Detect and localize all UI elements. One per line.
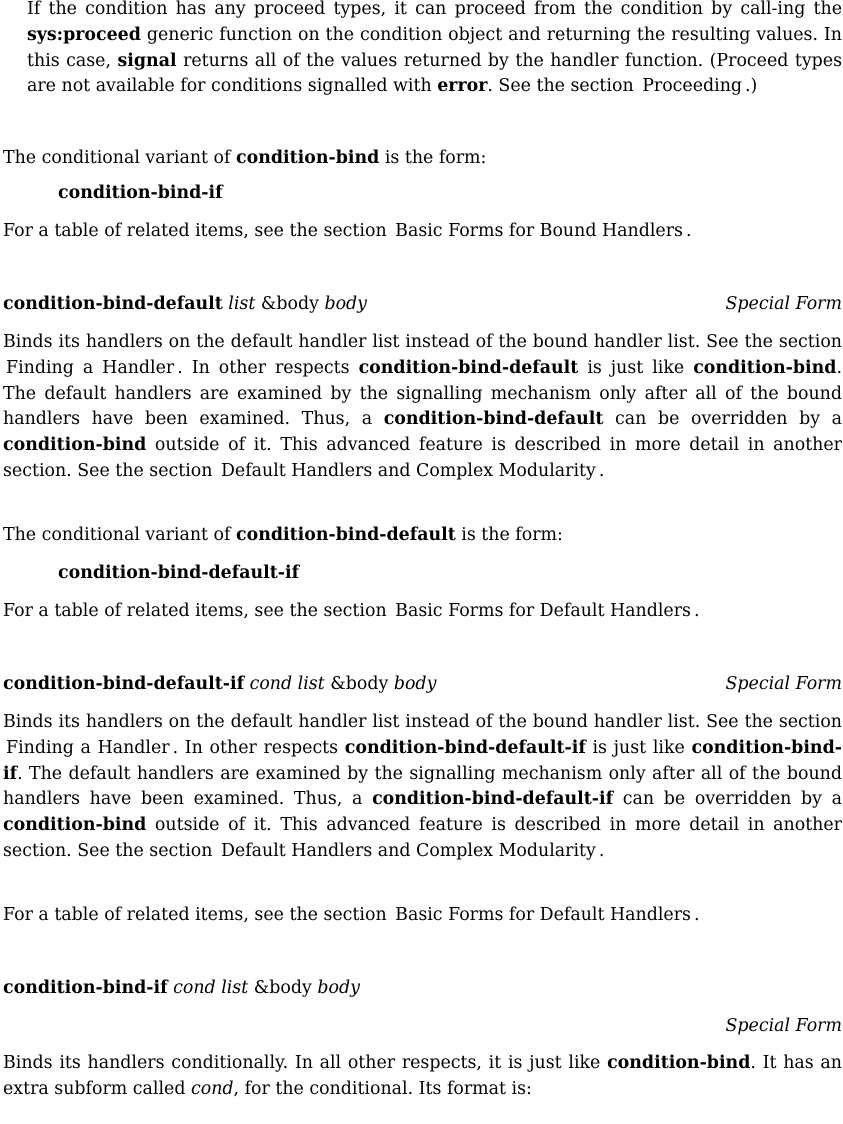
cb-variant-text: The conditional variant of condition-bind is the form: <box>3 148 487 168</box>
keyword-error: error <box>437 76 488 97</box>
proceed-paragraph: If the condition has any proceed types, it can proceed from the condition by call-ing the sys:proceed generic function on the condition object and returning the resulting values. In this case, signal returns all of the values returned by the handler function. (Proceed types are not available for conditions signalled with error. See the section Proceeding .) <box>27 0 843 97</box>
def-default-if-desc: Binds its handlers on the default handler list instead of the bound handler list. See the section Finding a Handler . In other respects condition-bind-default-if is just like condition-bind-if. The default handlers are examined by the signalling mechanism only after all of the bound handlers have been examined. Thus, a condition-bind-default-if can be overridden by a condition-bind outside of it. This advanced feature is described in more detail in another section. See the section Default Handlers and Complex Modularity . <box>3 712 843 861</box>
def-header-condition-bind-if: condition-bind-if cond list &body body <box>3 978 360 998</box>
cb-related-text: For a table of related items, see the section Basic Forms for Bound Handlers . <box>3 221 692 241</box>
def-default-variant-form: condition-bind-default-if <box>58 563 300 583</box>
link-finding-handler[interactable]: Finding a Handler <box>6 737 170 758</box>
def-kind: Special Form <box>725 294 842 314</box>
def-kind: Special Form <box>725 674 842 694</box>
def-kind: Special Form <box>725 1016 842 1036</box>
def-default-if-related: For a table of related items, see the section Basic Forms for Default Handlers . <box>3 905 700 925</box>
link-basic-forms-default[interactable]: Basic Forms for Default Handlers <box>395 601 691 621</box>
link-default-handlers[interactable]: Default Handlers and Complex Modularity <box>220 460 596 481</box>
def-default-variant-text: The conditional variant of condition-bind-default is the form: <box>3 525 563 545</box>
def-default-desc: Binds its handlers on the default handler list instead of the bound handler list. See the section Finding a Handler . In other respects condition-bind-default is just like condition-bind. The default handlers are examined by the signalling mechanism only after all of the bound handlers have been examined. Thus, a condition-bind-default can be overridden by a condition-bind outside of it. This advanced feature is described in more detail in another section. See the section Default Handlers and Complex Modularity . <box>3 332 843 481</box>
def-if-desc: Binds its handlers conditionally. In all other respects, it is just like condition-bind. It has an extra subform called cond, for the conditional. Its format is: <box>3 1053 842 1099</box>
link-basic-forms-default[interactable]: Basic Forms for Default Handlers <box>395 905 691 925</box>
cb-variant-form: condition-bind-if <box>58 183 223 203</box>
keyword-condition-bind: condition-bind <box>236 148 380 168</box>
link-finding-handler[interactable]: Finding a Handler <box>6 357 175 378</box>
link-basic-forms-bound[interactable]: Basic Forms for Bound Handlers <box>395 221 683 241</box>
link-proceeding[interactable]: Proceeding <box>642 76 743 97</box>
def-header-condition-bind-default: condition-bind-default list &body body Special Form <box>3 292 842 318</box>
def-name: condition-bind-if <box>3 978 168 998</box>
keyword-signal: signal <box>117 50 177 71</box>
def-header-condition-bind-default-if: condition-bind-default-if cond list &body body Special Form <box>3 672 842 698</box>
link-default-handlers[interactable]: Default Handlers and Complex Modularity <box>220 840 596 861</box>
def-default-related: For a table of related items, see the section Basic Forms for Default Handlers . <box>3 601 700 621</box>
def-name: condition-bind-default-if <box>3 674 245 694</box>
keyword-sys-proceed: sys:proceed <box>27 24 141 45</box>
def-name: condition-bind-default <box>3 294 223 314</box>
